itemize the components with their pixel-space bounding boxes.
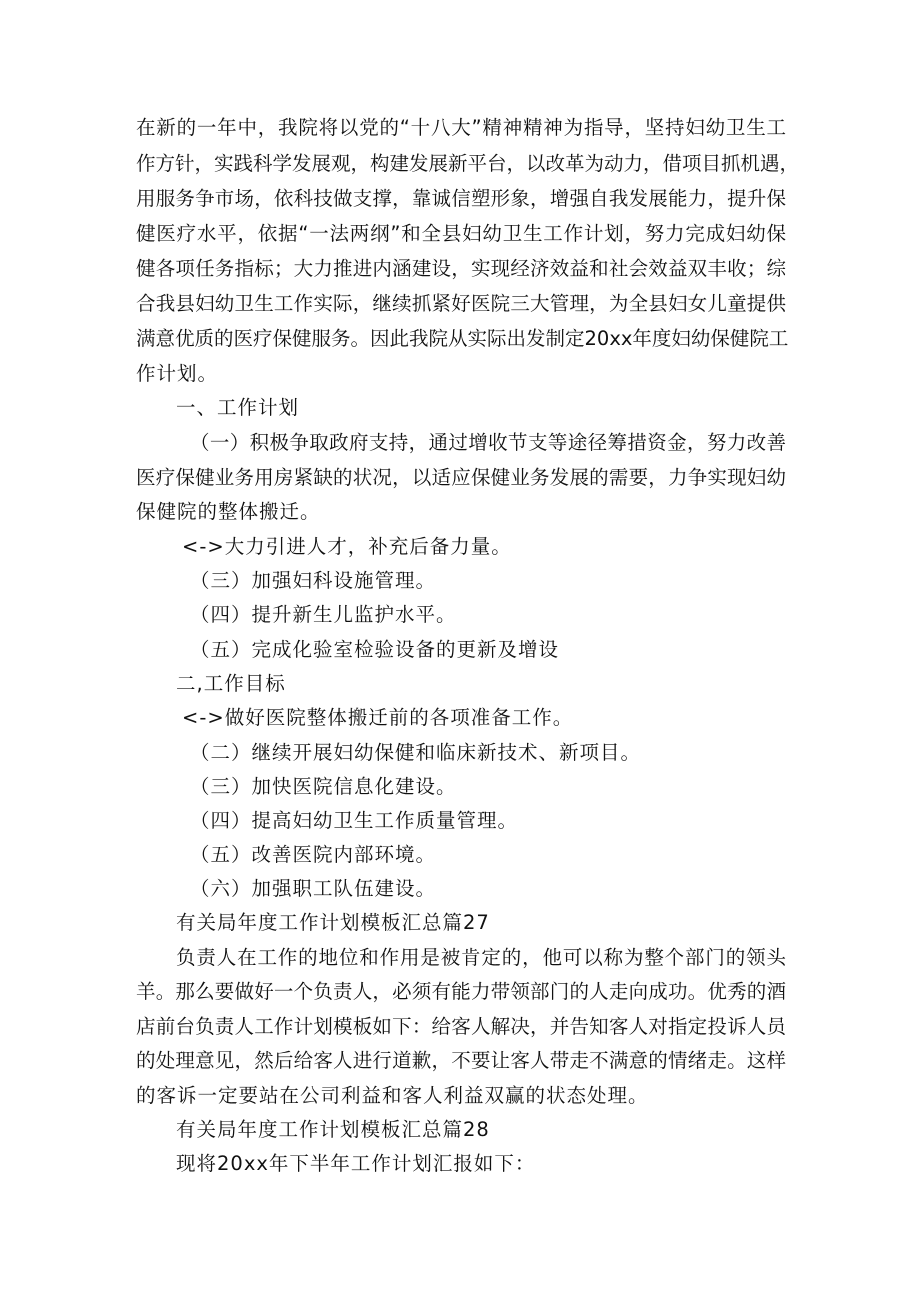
list-item: （六）加强职工队伍建设。 [190,877,437,900]
paragraph-line: 健医疗水平，依据“一法两纲”和全县妇幼卫生工作计划，努力完成妇幼保 [136,222,786,245]
paragraph-line: 在新的一年中，我院将以党的“十八大”精神精神为指导，坚持妇幼卫生工 [136,116,786,139]
paragraph-line: 作计划。 [136,362,219,385]
paragraph-line: （一）积极争取政府支持，通过增收节支等途径筹措资金，努力改善 [190,431,786,454]
paragraph-line: 作方针，实践科学发展观，构建发展新平台，以改革为动力，借项目抓机遇， [136,152,800,175]
list-item: （五）改善医院内部环境。 [190,843,437,866]
list-item: （五）完成化验室检验设备的更新及增设 [190,638,560,661]
paragraph-line: 健各项任务指标；大力推进内涵建设，实现经济效益和社会效益双丰收；综 [136,257,786,280]
paragraph-line: 满意优质的医疗保健服务。因此我院从实际出发制定20xx年度妇幼保健院工 [136,327,789,350]
list-item: （三）加强妇科设施管理。 [190,569,437,592]
list-item: （四）提升新生儿监护水平。 [190,603,457,626]
section-heading: 二,工作目标 [176,672,286,695]
section-title: 有关局年度工作计划模板汇总篇28 [176,1118,490,1141]
list-item: （四）提高妇幼卫生工作质量管理。 [190,809,519,832]
paragraph-line: 现将20xx年下半年工作计划汇报如下： [176,1152,536,1175]
list-item: <->大力引进人才，补充后备力量。 [182,535,512,558]
list-item: <->做好医院整体搬迁前的各项准备工作。 [182,706,574,729]
paragraph-line: 合我县妇幼卫生工作实际，继续抓紧好医院三大管理，为全县妇女儿童提供 [136,292,786,315]
paragraph-line: 羊。那么要做好一个负责人，必须有能力带领部门的人走向成功。优秀的酒 [136,980,786,1003]
list-item: （二）继续开展妇幼保健和临床新技术、新项目。 [190,741,642,764]
paragraph-line: 店前台负责人工作计划模板如下：给客人解决，并告知客人对指定投诉人员 [136,1015,786,1038]
paragraph-line: 负责人在工作的地位和作用是被肯定的，他可以称为整个部门的领头 [176,946,786,969]
paragraph-line: 保健院的整体搬迁。 [136,500,321,523]
paragraph-line: 的客诉一定要站在公司利益和客人利益双赢的状态处理。 [136,1084,649,1107]
paragraph-line: 医疗保健业务用房紧缺的状况，以适应保健业务发展的需要，力争实现妇幼 [136,466,786,489]
section-heading: 一、工作计划 [176,396,300,419]
section-title: 有关局年度工作计划模板汇总篇27 [176,911,490,934]
paragraph-line: 的处理意见，然后给客人进行道歉，不要让客人带走不满意的情绪走。这样 [136,1049,786,1072]
list-item: （三）加快医院信息化建设。 [190,775,457,798]
paragraph-line: 用服务争市场，依科技做支撑，靠诚信塑形象，增强自我发展能力，提升保 [136,187,786,210]
